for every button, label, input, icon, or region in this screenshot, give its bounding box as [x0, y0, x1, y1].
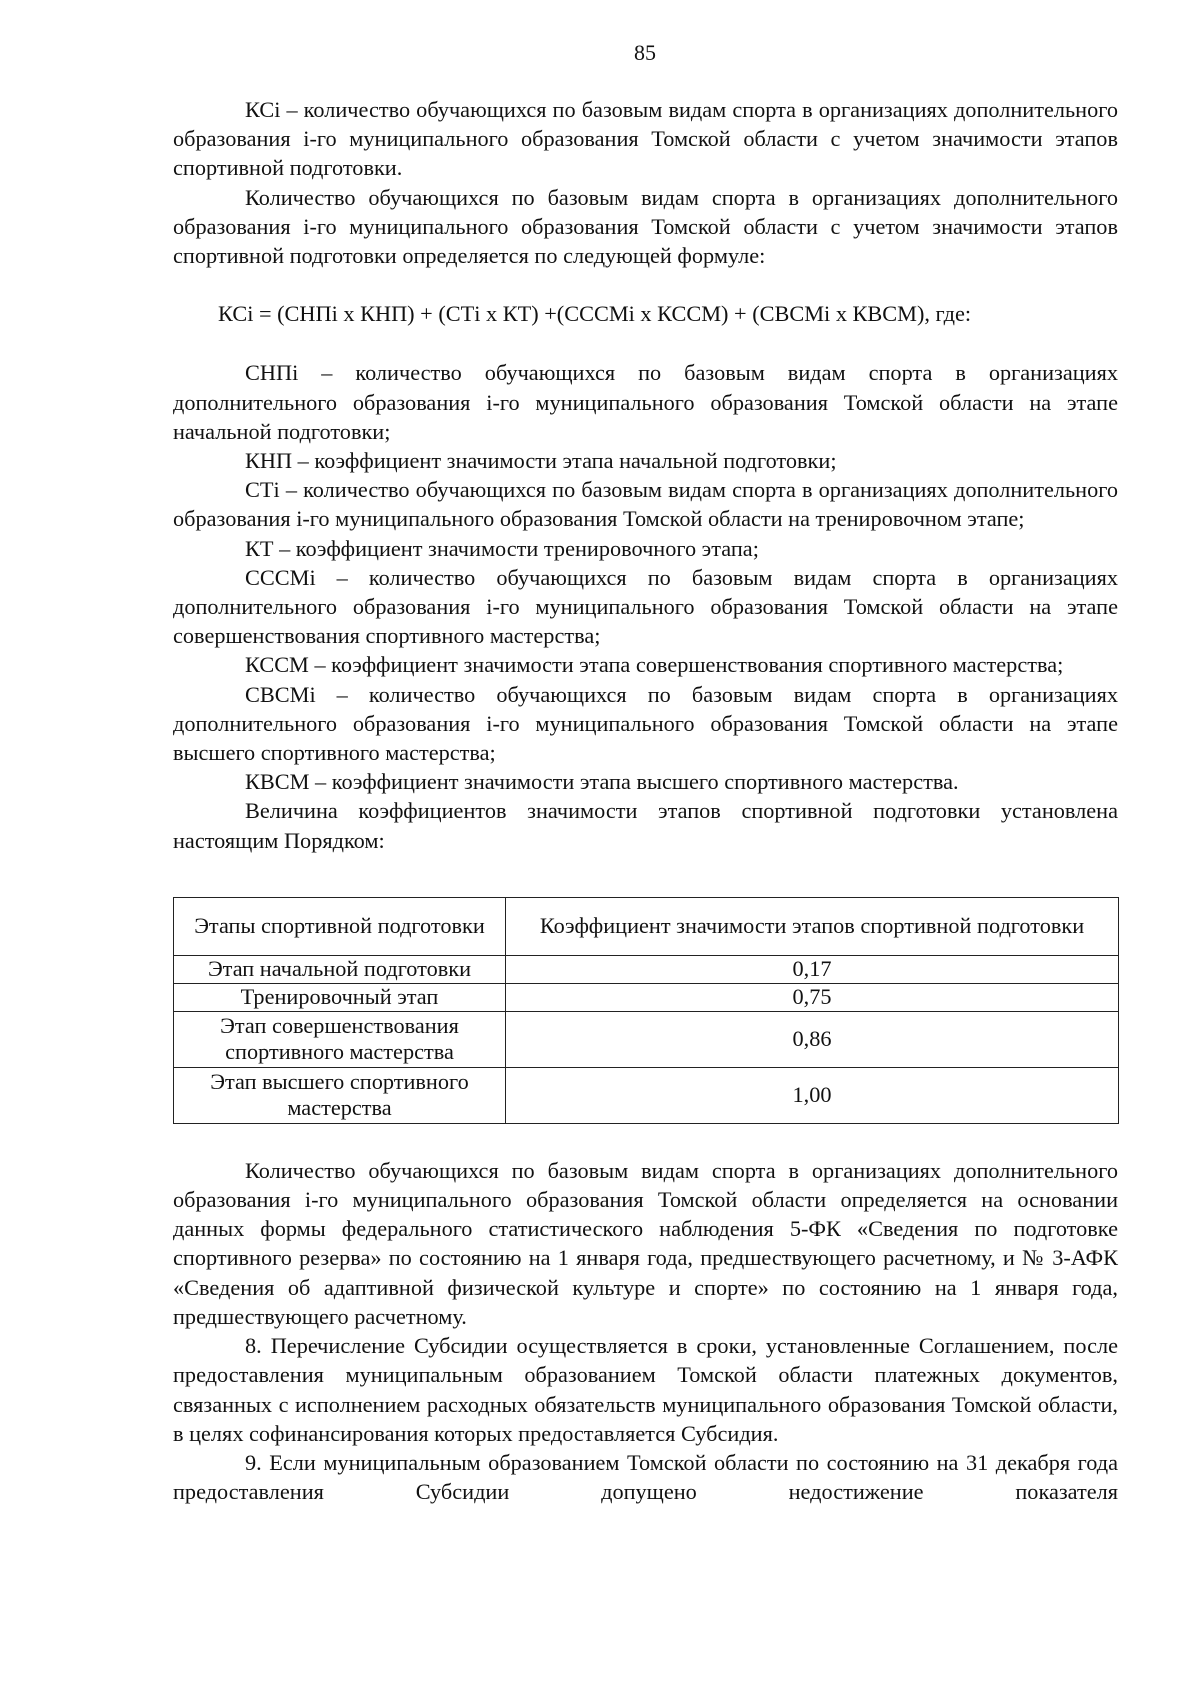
paragraph-ksi-definition: КСi – количество обучающихся по базовым видам спорта в организациях дополнительного образования i-го муниципального образования Томской области с учетом значимости этапов спортивной подготовки.: [173, 97, 1118, 181]
document-body: [173, 95, 1118, 1506]
table-cell-stage: Этап начальной подготовки: [174, 955, 506, 983]
table-cell-coef: 0,75: [506, 983, 1119, 1011]
definition-kssm: КССМ – коэффициент значимости этапа совершенствования спортивного мастерства;: [245, 652, 1064, 678]
page-number: 85: [634, 40, 656, 65]
table-header-coef: Коэффициент значимости этапов спортивной подготовки: [506, 897, 1119, 955]
table-cell-stage: Этап совершенствования спортивного мастерства: [174, 1011, 506, 1067]
table-row: [174, 955, 1119, 983]
table-cell-coef: 1,00: [506, 1067, 1119, 1123]
definition-kvsm: КВСМ – коэффициент значимости этапа высшего спортивного мастерства.: [245, 769, 959, 795]
definition-sssm: СССМi – количество обучающихся по базовым видам спорта в организациях дополнительного образования i-го муниципального образования Томской области на этапе совершенствования спортивного мастерства;: [173, 564, 1118, 649]
formula: КСi = (СНПi х КНП) + (СТi х КТ) +(СССМi х КССМ) + (СВСМi х КВСМ), где:: [218, 301, 972, 327]
table-cell-coef: 0,86: [506, 1011, 1119, 1067]
table-row: [174, 1067, 1119, 1123]
paragraph-item-8: 8. Перечисление Субсидии осуществляется в сроки, установленные Соглашением, после предоставления муниципальным образованием Томской области платежных документов, связанных с исполнением расходных обязательств муниципального образования Томской области, в целях софинансирования которых предоставляется Субсидия.: [173, 1333, 1118, 1446]
table-cell-stage: Этап высшего спортивного мастерства: [174, 1067, 506, 1123]
definition-st: СТi – количество обучающихся по базовым видам спорта в организациях дополнительного образования i-го муниципального образования Томской области на тренировочном этапе;: [173, 477, 1118, 532]
paragraph-formula-intro: Количество обучающихся по базовым видам спорта в организациях дополнительного образования i-го муниципального образования Томской области с учетом значимости этапов спортивной подготовки определяется по следующей формуле:: [173, 184, 1118, 269]
table-cell-stage: Тренировочный этап: [174, 983, 506, 1011]
paragraph-item-9: 9. Если муниципальным образованием Томской области по состоянию на 31 декабря года предоставления Субсидии допущено недостижение показателя: [173, 1449, 1118, 1505]
coefficients-table: [173, 897, 1119, 1124]
definition-snp: СНПi – количество обучающихся по базовым видам спорта в организациях дополнительного образования i-го муниципального образования Томской области на этапе начальной подготовки;: [173, 360, 1118, 444]
definition-kt: КТ – коэффициент значимости тренировочного этапа;: [245, 535, 759, 561]
definition-svsm: СВСМi – количество обучающихся по базовым видам спорта в организациях дополнительного образования i-го муниципального образования Томской области на этапе высшего спортивного мастерства;: [173, 681, 1118, 766]
table-row: [174, 983, 1119, 1011]
table-row: [174, 1011, 1119, 1067]
table-header-stage: Этапы спортивной подготовки: [174, 897, 506, 955]
definition-knp: КНП – коэффициент значимости этапа начальной подготовки;: [245, 448, 837, 474]
paragraph-data-source: Количество обучающихся по базовым видам спорта в организациях дополнительного образования i-го муниципального образования Томской области определяется на основании данных формы федерального статистического наблюдения 5-ФК «Сведения по подготовке спортивного резерва» по состоянию на 1 января года, предшествующего расчетному, и № 3-АФК «Сведения об адаптивной физической культуре и спорте» по состоянию на 1 января года, предшествующего расчетному.: [173, 1157, 1118, 1329]
paragraph-table-intro: Величина коэффициентов значимости этапов спортивной подготовки установлена настоящим Порядком:: [173, 798, 1118, 853]
table-cell-coef: 0,17: [506, 955, 1119, 983]
table-header-row: [174, 897, 1119, 955]
